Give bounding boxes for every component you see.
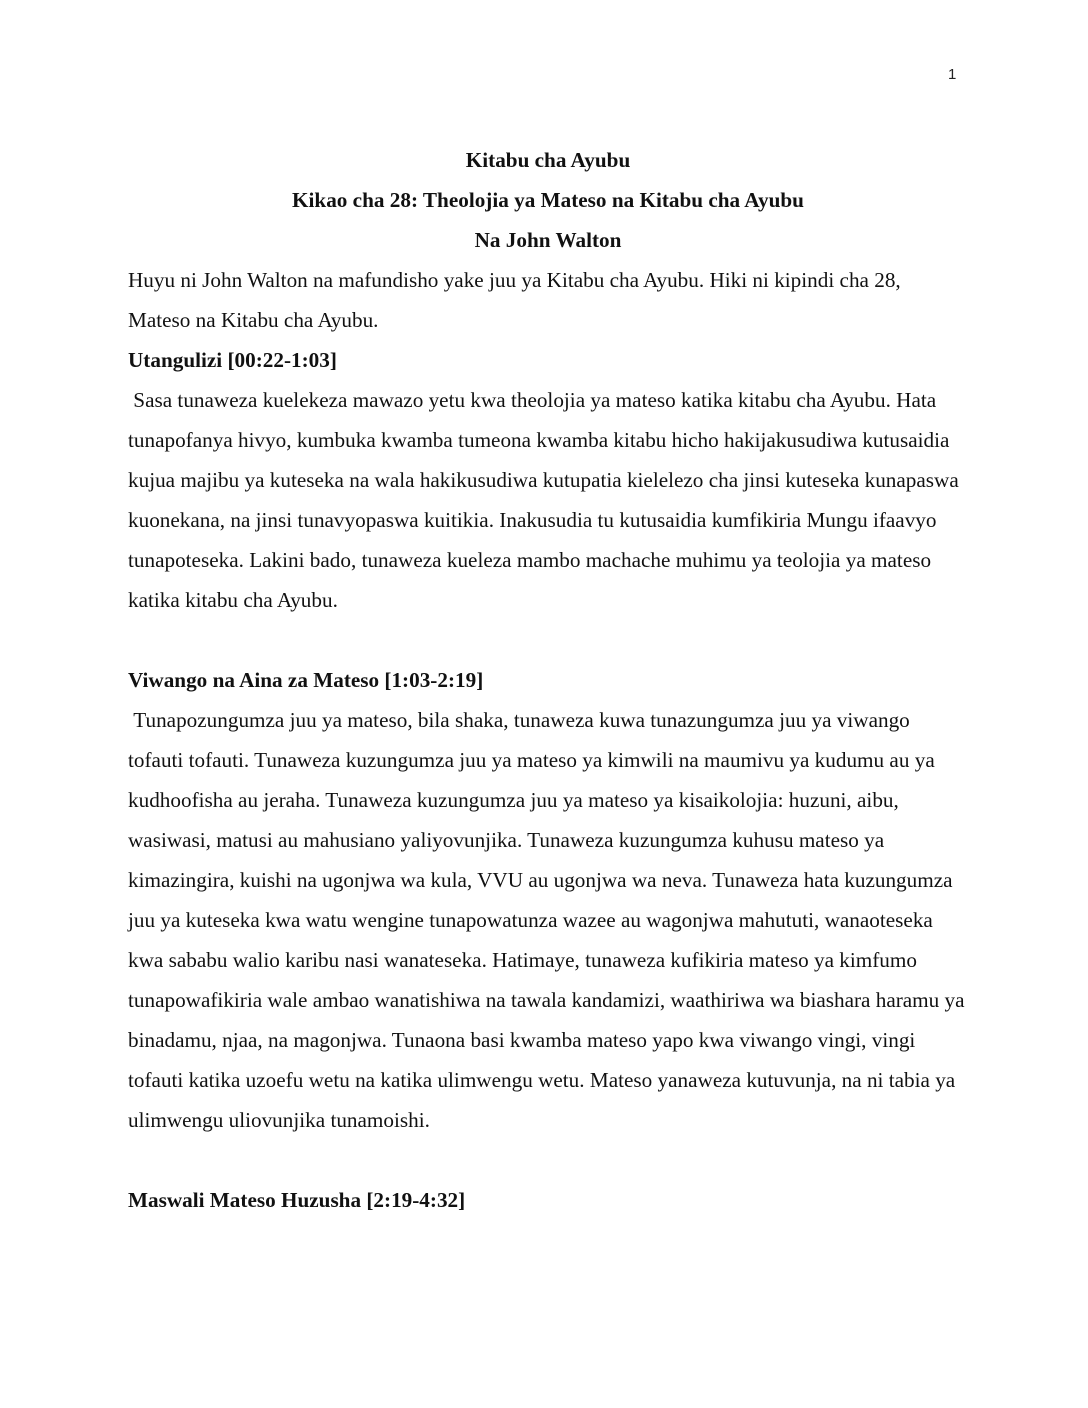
book-title: Kitabu cha Ayubu [465,148,631,172]
author-line: Na John Walton [474,228,622,252]
section-body-utangulizi: Sasa tunaweza kuelekeza mawazo yetu kwa theolojia ya mateso katika kitabu cha Ayubu. Hata tunapofanya hivyo, kumbuka kwamba tumeona kwamba kitabu hicho hakijakusudiwa kutusaidia kujua majibu ya kuteseka na wala hakikusudiwa kutupatia kielelezo cha jinsi kuteseka kunapaswa kuonekana, na jinsi tunavyopaswa kuitikia. Inakusudia tu kutusaidia kumfikiria Mungu ifaavyo tunapoteseka. Lakini bado, tunaweza kueleza mambo machache muhimu ya teolojia ya mateso katika kitabu cha Ayubu. [128,388,965,612]
session-title: Kikao cha 28: Theolojia ya Mateso na Kitabu cha Ayubu [292,188,804,212]
document-body [128,140,968,1220]
section-body-viwango: Tunapozungumza juu ya mateso, bila shaka, tunaweza kuwa tunazungumza juu ya viwango tofauti tofauti. Tunaweza kuzungumza juu ya mateso ya kimwili na maumivu ya kudumu au ya kudhoofisha au jeraha. Tunaweza kuzungumza juu ya mateso ya kisaikolojia: huzuni, aibu, wasiwasi, matusi au mahusiano yaliyovunjika. Tunaweza kuzungumza kuhusu mateso ya kimazingira, kuishi na ugonjwa wa kula, VVU au ugonjwa wa neva. Tunaweza hata kuzungumza juu ya kuteseka kwa watu wengine tunapowatunza wazee au wagonjwa mahututi, wanaoteseka kwa sababu walio karibu nasi wanateseka. Hatimaye, tunaweza kufikiria mateso ya kimfumo tunapowafikiria wale ambao wanatishiwa na tawala kandamizi, waathiriwa wa biashara haramu ya binadamu, njaa, na magonjwa. Tunaona basi kwamba mateso yapo kwa viwango vingi, vingi tofauti katika uzoefu wetu na katika ulimwengu wetu. Mateso yanaweza kutuvunja, na ni tabia ya ulimwengu uliovunjika tunamoishi. [128,708,970,1132]
paragraph-spacer [128,1140,968,1180]
section-heading-maswali: Maswali Mateso Huzusha [2:19-4:32] [128,1188,466,1212]
section-heading-viwango: Viwango na Aina za Mateso [1:03-2:19] [128,668,484,692]
section-heading-utangulizi: Utangulizi [00:22-1:03] [128,348,337,372]
intro-paragraph: Huyu ni John Walton na mafundisho yake juu ya Kitabu cha Ayubu. Hiki ni kipindi cha 28, Mateso na Kitabu cha Ayubu. [128,268,901,332]
paragraph-spacer [128,620,968,660]
page-number: 1 [948,66,957,83]
